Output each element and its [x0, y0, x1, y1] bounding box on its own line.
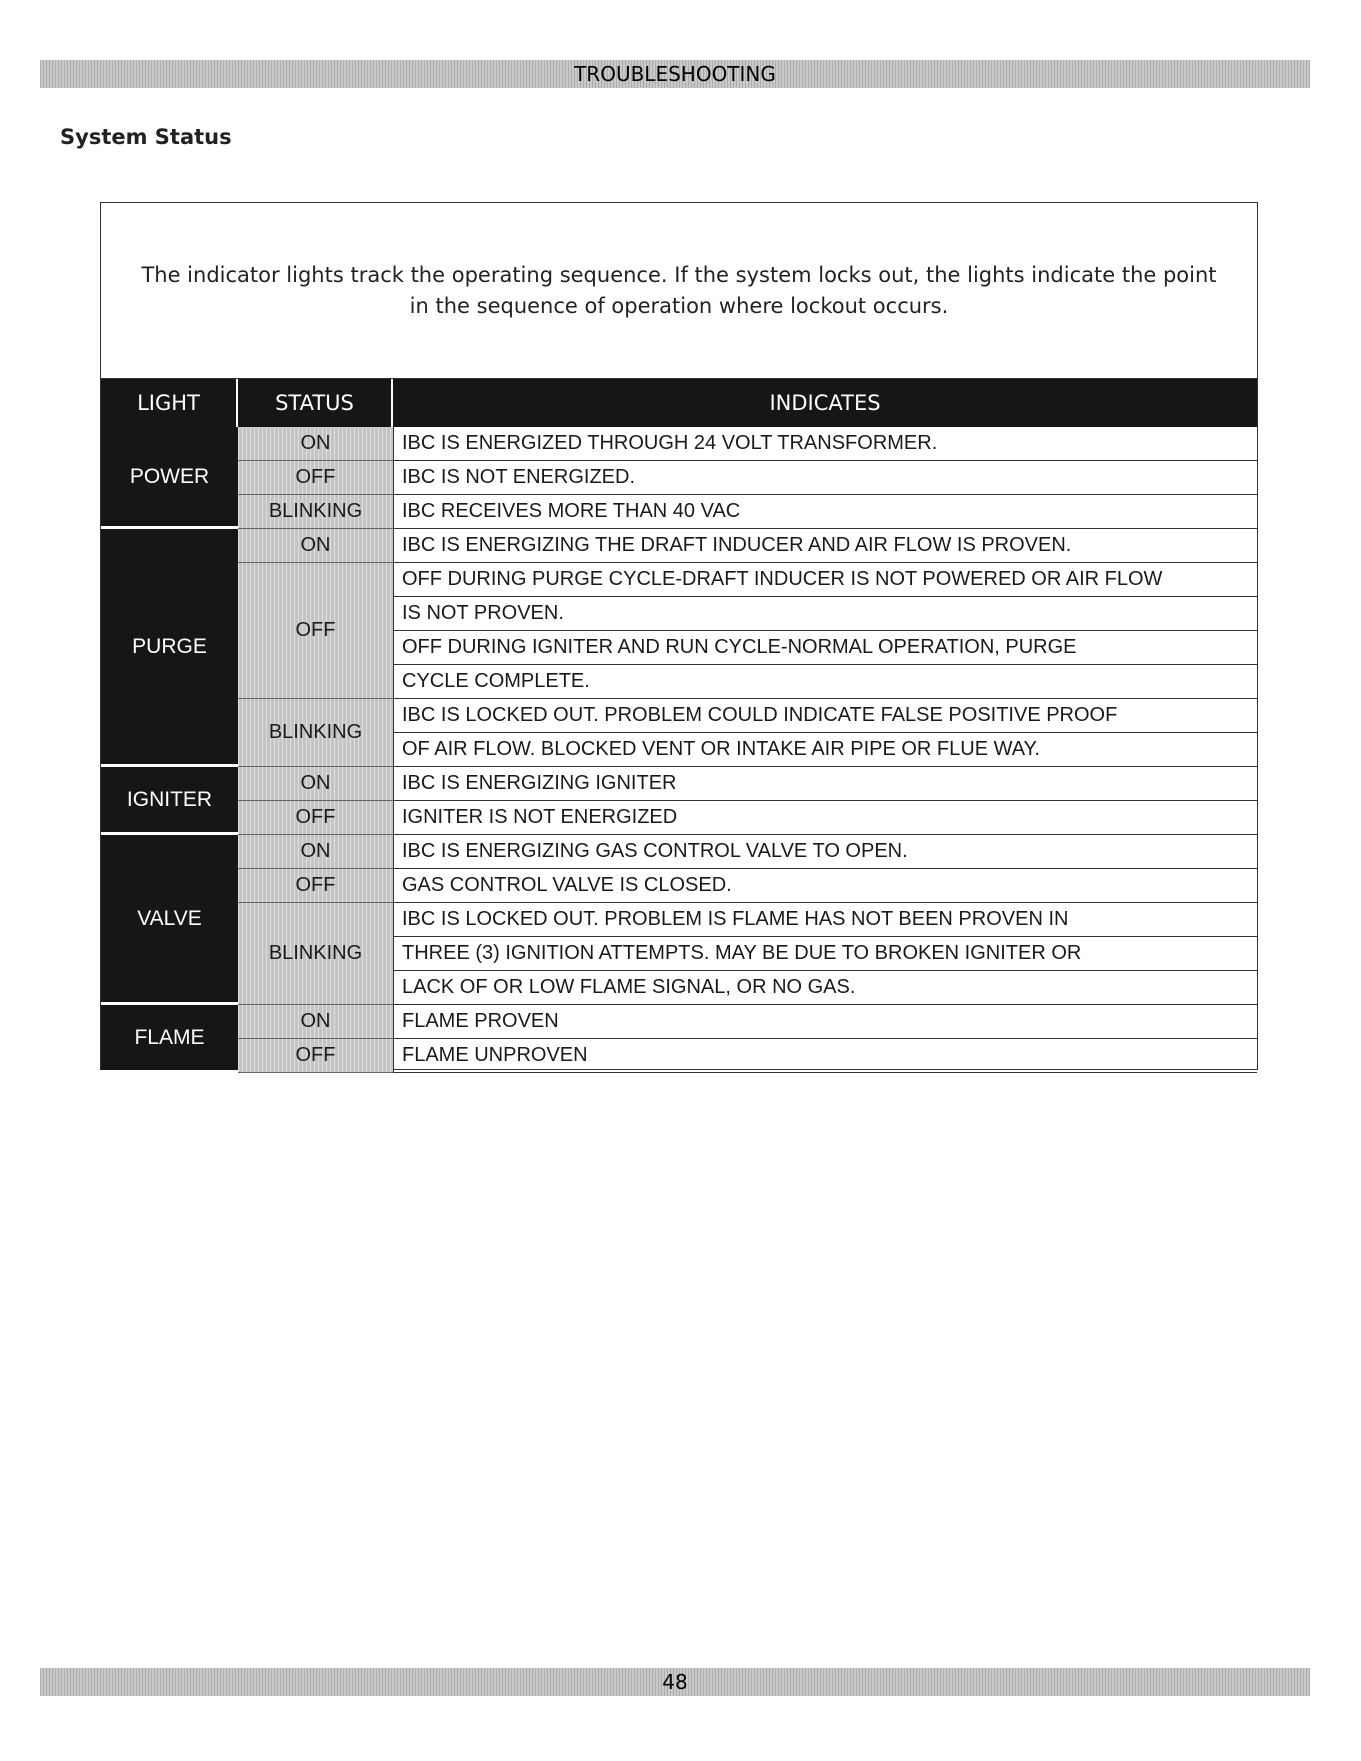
light-cell: PURGE — [101, 529, 238, 767]
intro-text: The indicator lights track the operating sequence. If the system locks out, the lights indicate the point in the sequence of operation where lockout occurs. — [141, 262, 1217, 318]
status-cell: OFF — [238, 1039, 393, 1073]
section-title: System Status — [60, 125, 232, 149]
footer-banner — [40, 1668, 1310, 1696]
light-cell: POWER — [101, 427, 238, 529]
status-cell: OFF — [238, 801, 393, 835]
status-cell: ON — [238, 1005, 393, 1039]
status-cell: BLINKING — [238, 699, 393, 767]
status-cell: ON — [238, 835, 393, 869]
header-status: STATUS — [238, 379, 393, 427]
status-cell: ON — [238, 427, 393, 461]
header-banner — [40, 60, 1310, 88]
header-indicates: INDICATES — [393, 379, 1257, 427]
page-number: 48 — [662, 1670, 688, 1694]
status-cell: ON — [238, 529, 393, 563]
indicates-cell: THREE (3) IGNITION ATTEMPTS. MAY BE DUE TO BROKEN IGNITER OR — [393, 937, 1257, 971]
indicates-cell: IS NOT PROVEN. — [393, 597, 1257, 631]
indicates-cell: IBC IS LOCKED OUT. PROBLEM COULD INDICATE FALSE POSITIVE PROOF — [393, 699, 1257, 733]
indicates-cell: IBC RECEIVES MORE THAN 40 VAC — [393, 495, 1257, 529]
indicates-cell: FLAME PROVEN — [393, 1005, 1257, 1039]
status-cell: BLINKING — [238, 903, 393, 1005]
indicates-cell: IBC IS ENERGIZING IGNITER — [393, 767, 1257, 801]
indicates-cell: IBC IS ENERGIZING GAS CONTROL VALVE TO OPEN. — [393, 835, 1257, 869]
header-light: LIGHT — [101, 379, 238, 427]
light-cell: IGNITER — [101, 767, 238, 835]
indicates-cell: FLAME UNPROVEN — [393, 1039, 1257, 1073]
status-card — [100, 202, 1258, 1070]
light-cell: FLAME — [101, 1005, 238, 1073]
status-cell: ON — [238, 767, 393, 801]
indicates-cell: GAS CONTROL VALVE IS CLOSED. — [393, 869, 1257, 903]
status-cell: OFF — [238, 563, 393, 699]
indicates-cell: OFF DURING PURGE CYCLE-DRAFT INDUCER IS NOT POWERED OR AIR FLOW — [393, 563, 1257, 597]
indicates-cell: IBC IS ENERGIZING THE DRAFT INDUCER AND AIR FLOW IS PROVEN. — [393, 529, 1257, 563]
indicates-cell: OF AIR FLOW. BLOCKED VENT OR INTAKE AIR PIPE OR FLUE WAY. — [393, 733, 1257, 767]
indicates-cell: CYCLE COMPLETE. — [393, 665, 1257, 699]
indicates-cell: IGNITER IS NOT ENERGIZED — [393, 801, 1257, 835]
indicates-cell: LACK OF OR LOW FLAME SIGNAL, OR NO GAS. — [393, 971, 1257, 1005]
status-cell: BLINKING — [238, 495, 393, 529]
light-cell: VALVE — [101, 835, 238, 1005]
indicates-cell: IBC IS NOT ENERGIZED. — [393, 461, 1257, 495]
intro-box — [101, 203, 1257, 379]
status-cell: OFF — [238, 869, 393, 903]
indicates-cell: IBC IS ENERGIZED THROUGH 24 VOLT TRANSFORMER. — [393, 427, 1257, 461]
status-cell: OFF — [238, 461, 393, 495]
header-title: TROUBLESHOOTING — [574, 62, 776, 86]
indicates-cell: OFF DURING IGNITER AND RUN CYCLE-NORMAL OPERATION, PURGE — [393, 631, 1257, 665]
indicates-cell: IBC IS LOCKED OUT. PROBLEM IS FLAME HAS NOT BEEN PROVEN IN — [393, 903, 1257, 937]
